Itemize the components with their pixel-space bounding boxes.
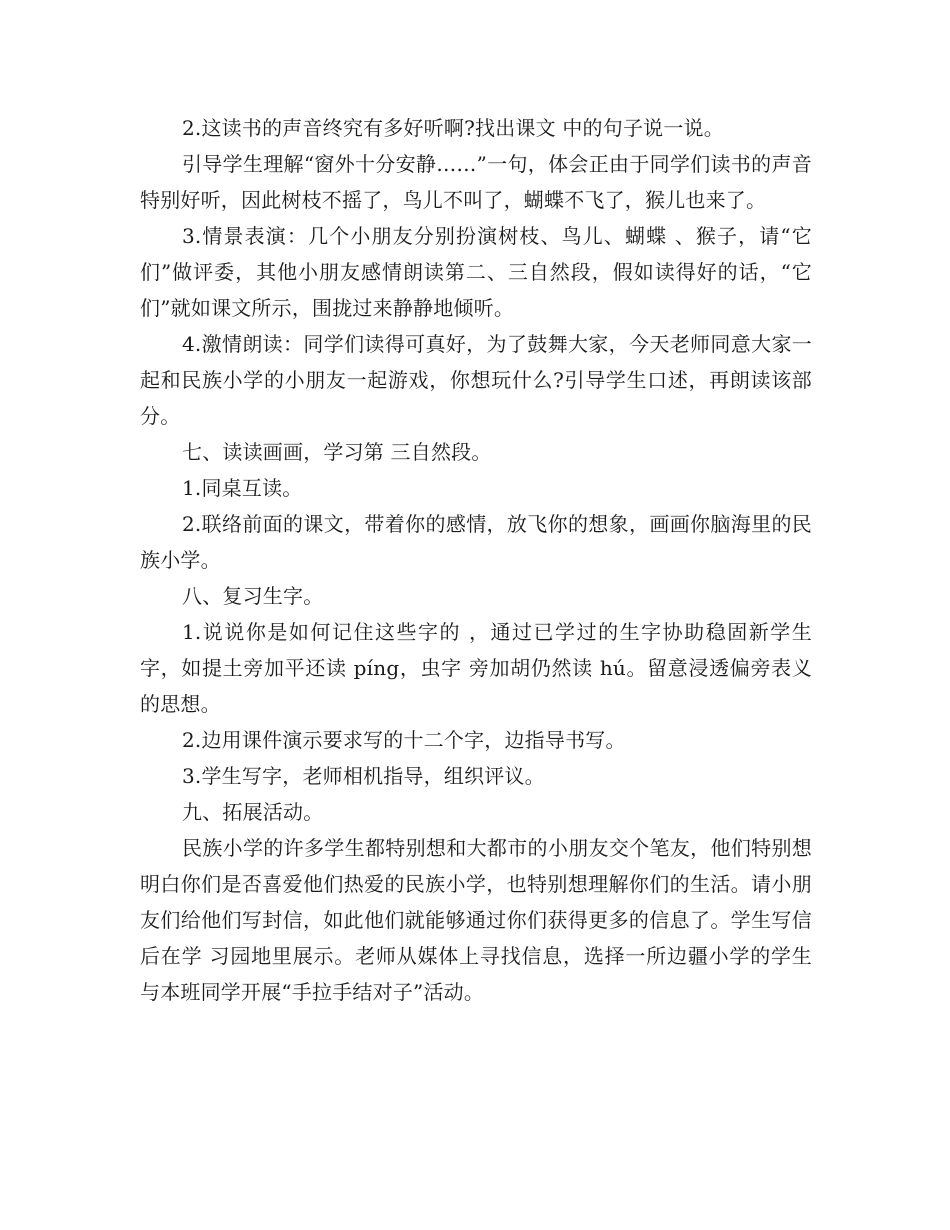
paragraph-extension-activity: 民族小学的许多学生都特别想和大都市的小朋友交个笔友，他们特别想明白你们是否喜爱他们热爱的民族小学，也特别想理解你们的生活。请小朋友们给他们写封信，如此他们就能够通过你们获得更多的信息了。学生写信后在学 习园地里展示。老师从媒体上寻找信息，选择一所边疆小学的学生与本班同学开展“手拉手结对子”活动。 <box>140 836 812 1004</box>
paragraph-scene-performance: 3.情景表演：几个小朋友分别扮演树枝、鸟儿、蝴蝶 、猴子，请“它们”做评委，其他小朋友感情朗读第二、三自然段，假如读得好的话，“它们”就如课文所示，围拢过来静静地倾听。 <box>140 224 812 320</box>
paragraph-writing-guidance: 2.边用课件演示要求写的十二个字，边指导书写。 <box>182 728 626 752</box>
section-heading-7: 七、读读画画，学习第 三自然段。 <box>182 440 492 464</box>
paragraph-guide-understanding: 引导学生理解“窗外十分安静……”一句，体会正由于同学们读书的声音特别好听，因此树枝不摇了，鸟儿不叫了，蝴蝶不飞了，猴儿也来了。 <box>140 152 812 212</box>
paragraph-memorize-characters: 1.说说你是如何记住这些字的 ，通过已学过的生字协助稳固新学生字，如提土旁加平还读 píng，虫字 旁加胡仍然读 hú。留意浸透偏旁表义的思想。 <box>140 620 812 716</box>
section-heading-9: 九、拓展活动。 <box>182 800 324 824</box>
paragraph-passionate-reading: 4.激情朗读：同学们读得可真好，为了鼓舞大家，今天老师同意大家一起和民族小学的小朋友一起游戏，你想玩什么?引导学生口述，再朗读该部分。 <box>140 332 812 428</box>
document-body <box>140 110 812 1010</box>
paragraph-student-writing: 3.学生写字，老师相机指导，组织评议。 <box>182 764 545 788</box>
paragraph-imagination-drawing: 2.联络前面的课文，带着你的感情，放飞你的想象，画画你脑海里的民族小学。 <box>140 512 812 572</box>
paragraph-partner-reading: 1.同桌互读。 <box>182 476 303 500</box>
paragraph-reading-question: 2.这读书的声音终究有多好听啊?找出课文 中的句子说一说。 <box>182 116 724 140</box>
section-heading-8: 八、复习生字。 <box>182 584 324 608</box>
